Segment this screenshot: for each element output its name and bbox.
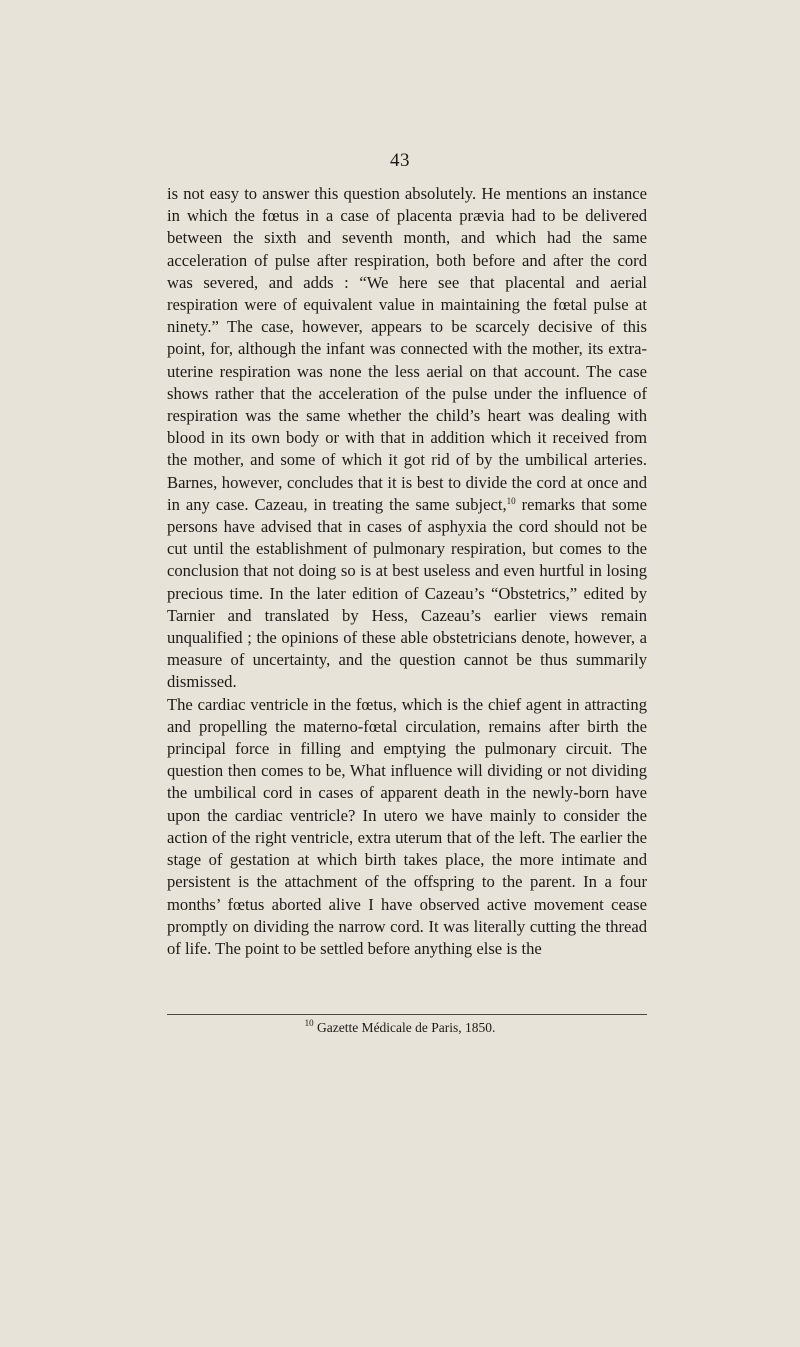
paragraph-text: is not easy to answer this question absolutely. He mentions an instance in which the fœtus in a case of placenta prævia had to be delivered between the sixth and seventh month, and which had the same acceleration of pulse after respiration, both before and after the cord was severed, and adds : “We here see that placental and aerial respiration were of equivalent value in maintaining the fœtal pulse at ninety.” The case, however, appears to be scarcely decisive of this point, for, although the infant was connected with the mother, its extra-uterine respiration was none the less aerial on that account. The case shows rather that the acceleration of the pulse under the influence of respiration was the same whether the child’s heart was dealing with blood in its own body or with that in addition which it received from the mother, and some of which it got rid of by the umbilical arteries. Barnes, however, concludes that it is best to divide the cord at once and in any case. Cazeau, in treating the same subject, xyxy=(167,184,647,514)
footnote-text: Gazette Médicale de Paris, 1850. xyxy=(313,1020,496,1035)
paragraph-text: remarks that some persons have advised that in cases of asphyxia the cord should not be cut until the establishment of pulmonary respiration, but comes to the conclusion that not doing so is at best useless and even hurtful in losing precious time. In the later edition of Cazeau’s “Obstetrics,” edited by Tarnier and translated by Hess, Cazeau’s earlier views remain unqualified ; the opinions of these able obstetricians denote, however, a measure of uncertainty, and the question cannot be thus summarily dismissed. xyxy=(167,494,647,692)
footnote-divider xyxy=(167,1014,647,1015)
body-text xyxy=(167,183,647,960)
footnote-marker: 10 xyxy=(304,1018,314,1028)
footnote-reference: 10 xyxy=(506,495,516,506)
paragraph xyxy=(167,183,647,694)
paragraph-text: The cardiac ventricle in the fœtus, which is the chief agent in attracting and propelling the materno-fœtal circulation, remains after birth the principal force in filling and emptying the pulmonary circuit. The question then comes to be, What influence will dividing or not dividing the umbilical cord in cases of apparent death in the newly-born have upon the cardiac ventricle? In utero we have mainly to consider the action of the right ventricle, extra uterum that of the left. The earlier the stage of gestation at which birth takes place, the more intimate and persistent is the attachment of the offspring to the parent. In a four months’ fœtus aborted alive I have observed active movement cease promptly on dividing the narrow cord. It was literally cutting the thread of life. The point to be settled before anything else is the xyxy=(167,694,647,958)
paragraph xyxy=(167,694,647,960)
page-number: 43 xyxy=(390,150,410,171)
footnote xyxy=(0,1019,800,1037)
